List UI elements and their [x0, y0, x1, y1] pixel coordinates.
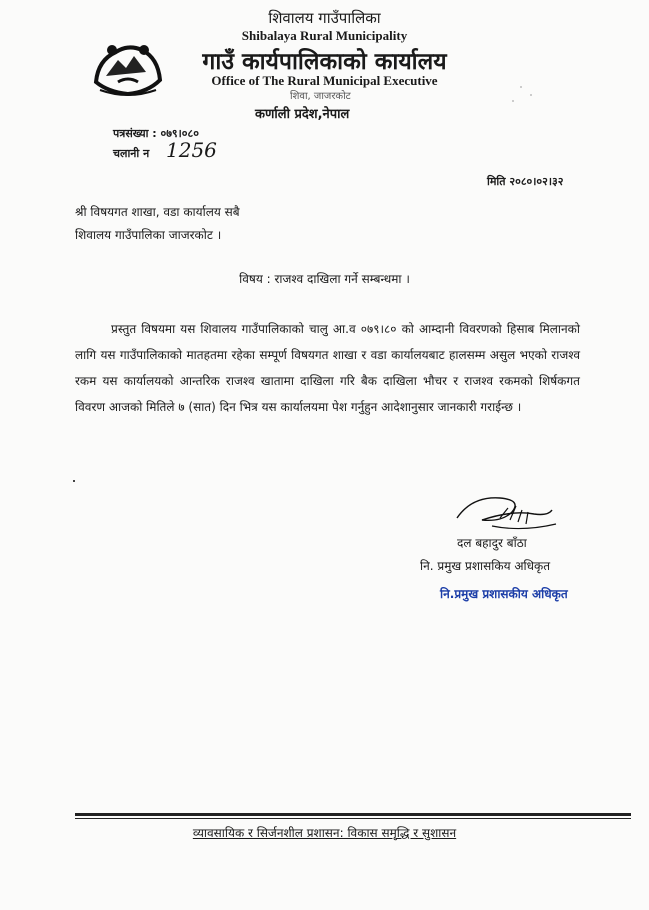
patra-sankhya: पत्रसंख्या : ०७९।०८०: [113, 127, 199, 140]
footer-motto: व्यावसायिक र सिर्जनशील प्रशासन: विकास समृद्धि र सुशासन: [192, 826, 457, 840]
letter-subject: विषय : राजश्व दाखिला गर्ने सम्बन्धमा ।: [239, 272, 410, 286]
office-address: शिवा, जाजरकोट: [290, 91, 351, 102]
recipient-line-2: शिवालय गाउँपालिका जाजरकोट ।: [75, 228, 222, 242]
letter-date: मिति २०८०।०२।३२: [487, 175, 564, 188]
letter-body: प्रस्तुत विषयमा यस शिवालय गाउँपालिकाको चालु आ.व ०७९।८० को आम्दानी विवरणको हिसाब मिलानको लागि यस गाउँपालिकाको मातहतमा रहेका सम्पूर्ण विषयगत शाखा र वडा कार्यालयबाट हालसम्म असुल भएको राजश्व रकम यस कार्यालयको आन्तरिक राजश्व खातामा दाखिला गरि बैक दाखिला भौचर र राजश्व रकमको शिर्षकगत विवरण आजको मितिले ७ (सात) दिन भित्र यस कार्यालयमा पेश गर्नुहुन आदेशानुसार जानकारी गराईन्छ ।: [75, 322, 580, 414]
office-name-np: गाउँ कार्यपालिकाको कार्यालय: [202, 49, 447, 75]
signatory-name: दल बहादुर बाँठा: [457, 536, 527, 550]
municipality-name-np: शिवालय गाउँपालिका: [268, 9, 381, 27]
official-stamp: नि.प्रमुख प्रशासकीय अधिकृत: [440, 587, 568, 601]
office-name-en: Office of The Rural Municipal Executive: [211, 73, 438, 88]
scan-speck: [530, 94, 532, 96]
signature-mark: [452, 488, 562, 538]
footer-rule-thick: [75, 813, 631, 816]
scan-speck: [512, 100, 514, 102]
recipient-line-1: श्री विषयगत शाखा, वडा कार्यालय सबै: [75, 205, 240, 219]
chalani-number: 1256: [166, 138, 217, 162]
municipality-name-en: Shibalaya Rural Municipality: [241, 28, 408, 43]
scan-speck: [520, 86, 522, 88]
signatory-title: नि. प्रमुख प्रशासकिय अधिकृत: [420, 559, 551, 573]
stray-dot: [73, 480, 75, 482]
footer-rule-thin: [75, 818, 631, 819]
chalani-label: चलानी न: [113, 147, 150, 160]
province-name: कर्णाली प्रदेश,नेपाल: [255, 107, 350, 122]
